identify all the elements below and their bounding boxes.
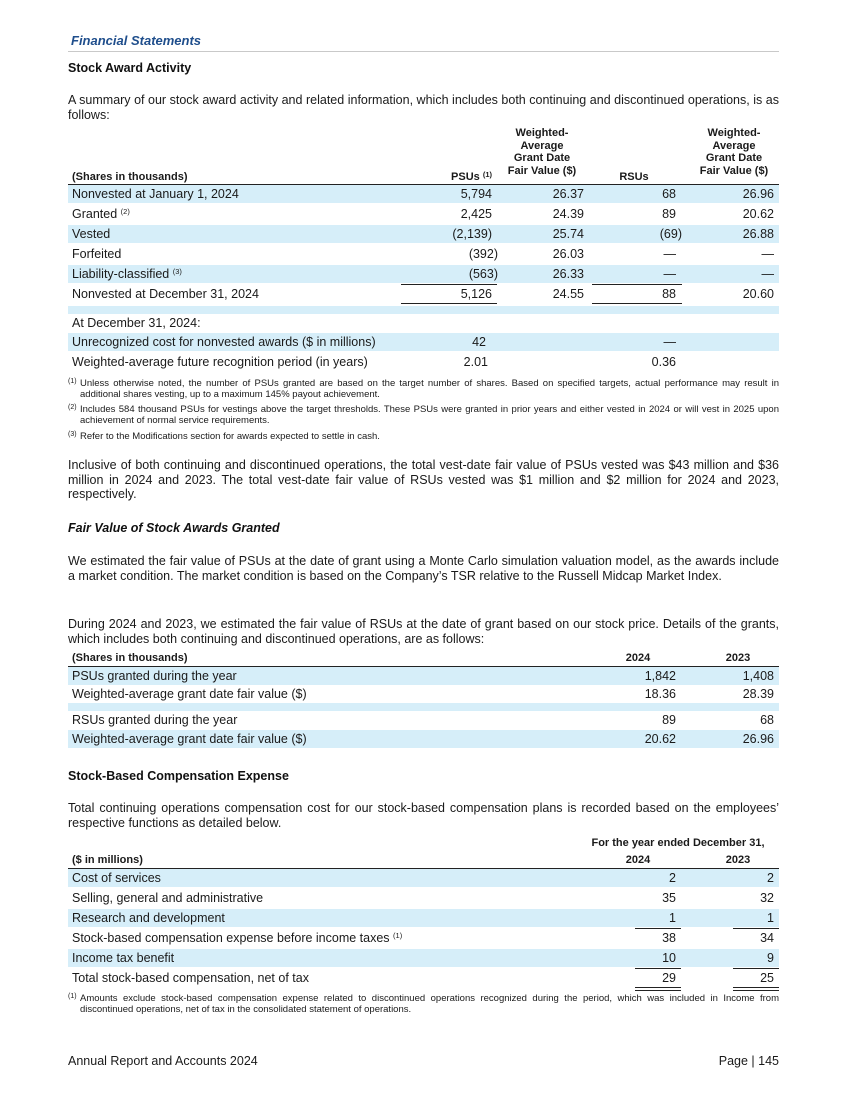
grants-col-label: (Shares in thousands) xyxy=(72,652,188,664)
stock-award-intro: A summary of our stock award activity and related information, which includes both continuing and discontinued operations, is as follows: xyxy=(68,93,779,122)
table-row: Selling, general and administrative 35 32 xyxy=(72,891,774,905)
grants-col-2023: 2023 xyxy=(725,652,751,664)
footnote: (2) Includes 584 thousand PSUs for vestings above the target thresholds. These PSUs were granted in prior years and either vested in 2024 or will vest in 2025 upon achievement of normal service requirements. xyxy=(68,404,779,426)
sbc-col-period: For the year ended December 31, xyxy=(591,837,765,849)
footnote: (1) Amounts exclude stock-based compensation expense related to discontinued operations recognized during the period, which was included in Income from discontinued operations, net of tax in the consolidated statement of operations. xyxy=(68,993,779,1015)
footer-page-number: Page | 145 xyxy=(718,1054,779,1068)
grants-col-2024: 2024 xyxy=(625,652,651,664)
footnote: (1) Unless otherwise noted, the number of PSUs granted are based on the target number of shares. Based on specified targets, actual performance may result in additional shares vesting, up to a maximum 145% payout achievement. xyxy=(68,378,779,400)
col-header-label: (Shares in thousands) xyxy=(72,171,188,183)
col-header-psus: PSUs $^{(1)}$ xyxy=(451,170,492,183)
table-row: Income tax benefit 10 9 xyxy=(68,949,779,967)
fair-value-para-2: During 2024 and 2023, we estimated the fair value of RSUs at the date of grant based on our stock price. Details of the grants, which includes both continuing and discontinued operations, are as follows: xyxy=(68,617,779,646)
table-row: Total stock-based compensation, net of tax 29 25 xyxy=(72,971,774,985)
footnote: (3) Refer to the Modifications section for awards expected to settle in cash. xyxy=(68,431,380,442)
footer-report-title: Annual Report and Accounts 2024 xyxy=(68,1054,258,1068)
table-row: Nonvested at January 1, 2024 5,794 26.37 68 26.96 xyxy=(68,185,779,203)
fair-value-heading: Fair Value of Stock Awards Granted xyxy=(68,521,280,535)
table-row: At December 31, 2024: xyxy=(72,316,201,330)
col-header-rsus-fv: Weighted- Average Grant Date Fair Value ($) xyxy=(699,127,769,177)
table-row: Cost of services 2 2 xyxy=(68,869,779,887)
fair-value-para-1: We estimated the fair value of PSUs at the date of grant using a Monte Carlo simulation valuation model, as the awards include a market condition. The market condition is based on the Company’s TSR relative to the Russell Midcap Market Index. xyxy=(68,554,779,583)
table-row: RSUs granted during the year 89 68 xyxy=(72,713,774,727)
stock-award-heading: Stock Award Activity xyxy=(68,61,192,75)
table-row: Liability-classified $^{(3)}$ (563) 26.33 — — xyxy=(68,265,779,283)
sbc-col-label: ($ in millions) xyxy=(72,854,143,866)
table-row: Vested (2,139) 25.74 (69) 26.88 xyxy=(68,225,779,243)
sbc-intro: Total continuing operations compensation cost for our stock-based compensation plans is recorded based on the employees’ respective functions as detailed below. xyxy=(68,801,779,830)
table-row: Forfeited (392) 26.03 — — xyxy=(72,247,774,261)
table-row: Nonvested at December 31, 2024 5,126 24.55 88 20.60 xyxy=(72,287,774,301)
sbc-col-2024: 2024 xyxy=(625,854,651,866)
col-header-psus-fv: Weighted- Average Grant Date Fair Value ($) xyxy=(507,127,577,177)
table-row: Weighted-average grant date fair value ($) 18.36 28.39 xyxy=(72,687,774,701)
sbc-heading: Stock-Based Compensation Expense xyxy=(68,769,289,783)
section-header xyxy=(68,33,779,52)
table-row: Weighted-average grant date fair value ($) 20.62 26.96 xyxy=(68,730,779,748)
table-row: Stock-based compensation expense before income taxes $^{(1)}$ 38 34 xyxy=(72,931,774,945)
table-row: Granted $^{(2)}$ 2,425 24.39 89 20.62 xyxy=(72,207,774,221)
table-row: Unrecognized cost for nonvested awards ($ in millions) 42 — xyxy=(68,333,779,351)
table-row: PSUs granted during the year 1,842 1,408 xyxy=(68,667,779,685)
vest-paragraph: Inclusive of both continuing and discontinued operations, the total vest-date fair value of PSUs vested was $43 million and $36 million in 2024 and 2023. The total vest-date fair value of RSUs vested was $1 million and $2 million for 2024 and 2023, respectively. xyxy=(68,458,779,501)
table-row: Weighted-average future recognition period (in years) 2.01 0.36 xyxy=(72,355,676,369)
section-title: Financial Statements xyxy=(71,33,202,48)
table-row: Research and development 1 1 xyxy=(68,909,779,927)
col-header-rsus: RSUs xyxy=(619,171,649,183)
sbc-col-2023: 2023 xyxy=(725,854,751,866)
